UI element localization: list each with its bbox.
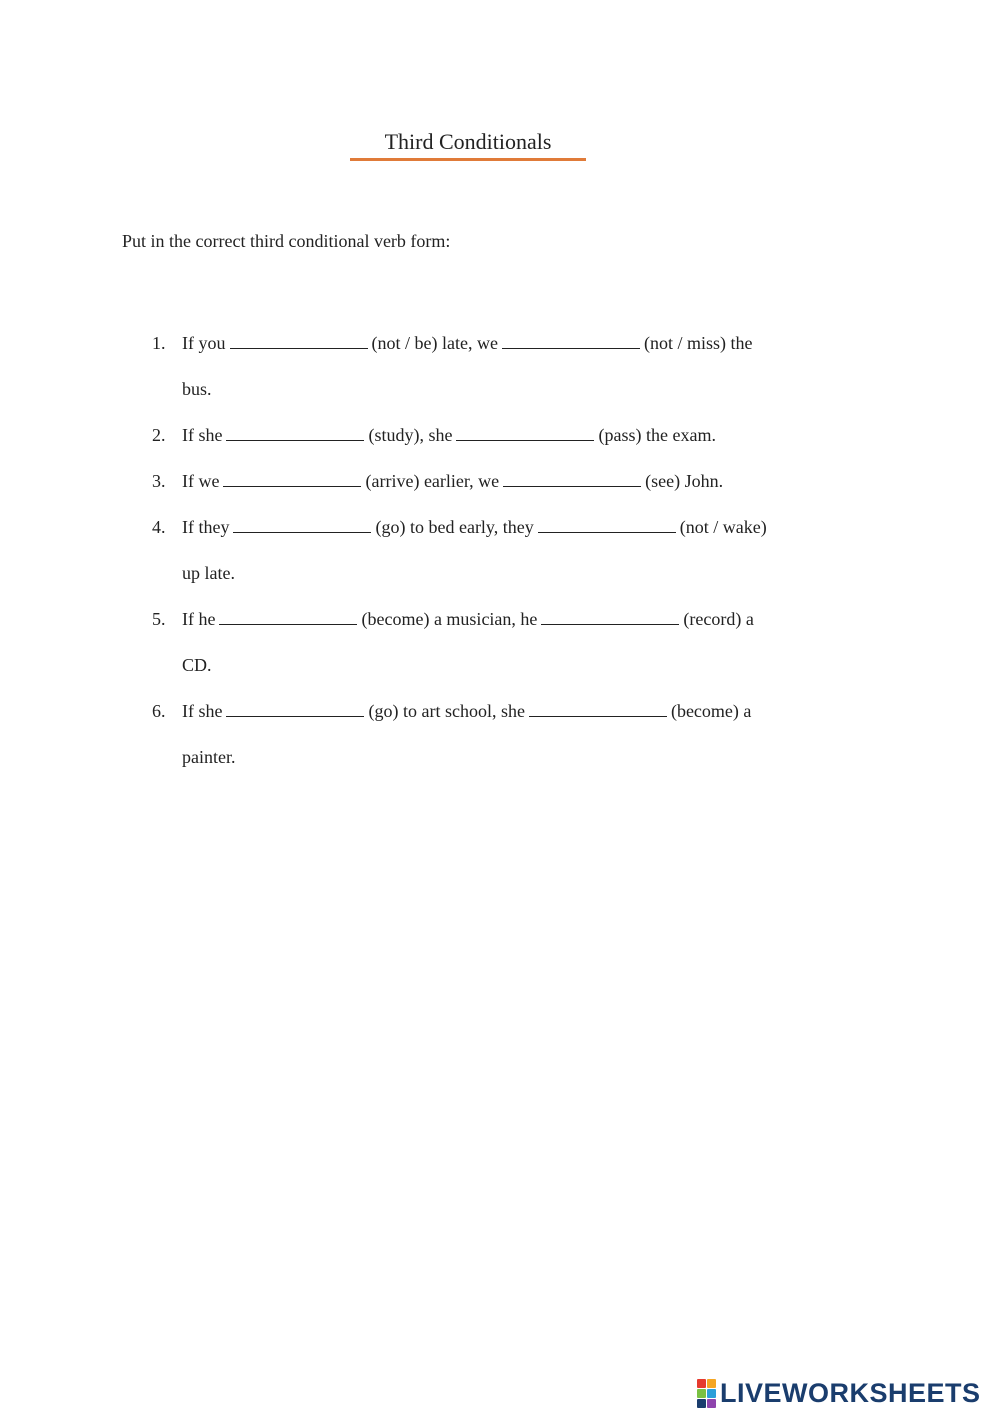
answer-blank[interactable] [230, 331, 368, 349]
answer-blank[interactable] [226, 699, 364, 717]
exercise-item-1 [152, 320, 832, 412]
logo-block [697, 1389, 706, 1398]
instruction-text: Put in the correct third conditional verb form: [122, 231, 451, 251]
answer-blank[interactable] [456, 423, 594, 441]
logo-block [707, 1379, 716, 1388]
answer-blank[interactable] [502, 331, 640, 349]
item-text-b: (arrive) earlier, we [365, 471, 500, 491]
exercise-list [152, 320, 832, 780]
item-text-a: If she [182, 425, 223, 445]
item-text-a: If you [182, 333, 226, 353]
logo-text: LIVEWORKSHEETS [720, 1378, 981, 1408]
answer-blank[interactable] [233, 515, 371, 533]
item-text-d: bus. [182, 379, 212, 399]
answer-blank[interactable] [541, 607, 679, 625]
exercise-item-5 [152, 596, 832, 688]
answer-blank[interactable] [219, 607, 357, 625]
logo-mark-icon [697, 1379, 716, 1408]
item-text-b: (study), she [368, 425, 453, 445]
item-text-a: If he [182, 609, 216, 629]
item-text-d: up late. [182, 563, 235, 583]
item-text-a: If we [182, 471, 220, 491]
answer-blank[interactable] [226, 423, 364, 441]
logo-block [697, 1379, 706, 1388]
answer-blank[interactable] [538, 515, 676, 533]
exercise-item-4 [152, 504, 832, 596]
item-number: 6. [152, 701, 166, 721]
item-text-c: (not / miss) the [643, 333, 753, 353]
exercise-item-6 [152, 688, 832, 780]
item-text-b: (not / be) late, we [371, 333, 498, 353]
exercise-item-2 [152, 412, 832, 458]
item-text-b: (become) a musician, he [361, 609, 538, 629]
logo-block [707, 1389, 716, 1398]
logo-block [707, 1399, 716, 1408]
title-underline [350, 158, 586, 161]
item-text-a: If she [182, 701, 223, 721]
item-text-a: If they [182, 517, 230, 537]
item-text-c: (become) a [670, 701, 752, 721]
item-text-d: CD. [182, 655, 212, 675]
item-text-b: (go) to bed early, they [375, 517, 534, 537]
item-number: 4. [152, 517, 166, 537]
logo-block [697, 1399, 706, 1408]
item-text-c: (record) a [683, 609, 754, 629]
item-number: 1. [152, 333, 166, 353]
answer-blank[interactable] [503, 469, 641, 487]
exercise-item-3 [152, 458, 832, 504]
item-text-c: (see) John. [645, 471, 724, 491]
item-text-b: (go) to art school, she [368, 701, 525, 721]
item-number: 3. [152, 471, 166, 491]
answer-blank[interactable] [529, 699, 667, 717]
item-text-d: painter. [182, 747, 236, 767]
item-number: 2. [152, 425, 166, 445]
page-title: Third Conditionals [384, 129, 552, 154]
item-text-c: (not / wake) [679, 517, 767, 537]
liveworksheets-logo [697, 1378, 981, 1408]
answer-blank[interactable] [223, 469, 361, 487]
item-text-c: (pass) the exam. [598, 425, 716, 445]
item-number: 5. [152, 609, 166, 629]
